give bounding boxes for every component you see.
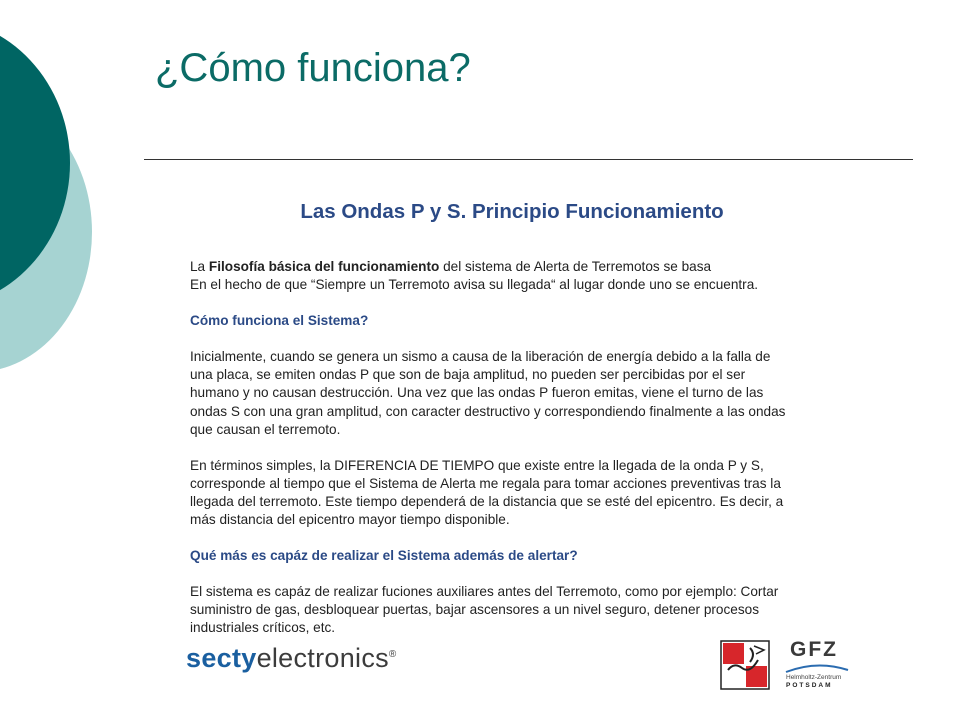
intro-line-2: En el hecho de que “Siempre un Terremoto avisa su llegada“ al lugar donde uno se encuentra. xyxy=(190,277,759,293)
paragraph-auxiliary xyxy=(190,583,850,637)
secty-logo-part: secty xyxy=(186,643,257,673)
paragraph-line: industriales críticos, etc. xyxy=(190,620,336,636)
document-body xyxy=(190,258,850,656)
paragraph-time-difference xyxy=(190,457,850,529)
electronics-logo-part: electronics xyxy=(256,643,389,673)
intro-bold: Filosofía básica del funcionamiento xyxy=(208,259,440,274)
paragraph-line: que causan el terremoto. xyxy=(190,421,341,437)
paragraph-line: más distancia del epicentro mayor tiempo disponible. xyxy=(190,512,510,528)
registered-mark: ® xyxy=(388,649,397,660)
gfz-emblem-icon xyxy=(720,640,770,690)
paragraph-line: suministro de gas, desbloquear puertas, bajar ascensores a un nivel seguro, detener procesos xyxy=(190,602,760,618)
gfz-city: POTSDAM xyxy=(786,682,833,689)
paragraph-line: humano y no causan destrucción. Una vez que las ondas P fueron emitas, viene el turno de las xyxy=(190,385,764,401)
intro-prefix: La xyxy=(190,259,209,274)
gfz-logo-text: GFZ xyxy=(790,638,838,661)
question-how-it-works: Cómo funciona el Sistema? xyxy=(190,313,369,329)
question-what-else: Qué más es capáz de realizar el Sistema además de alertar? xyxy=(190,548,578,564)
paragraph-waves xyxy=(190,348,850,438)
paragraph-line: corresponde al tiempo que el Sistema de Alerta me regala para tomar acciones preventivas tras la xyxy=(190,475,781,491)
paragraph-line: El sistema es capáz de realizar fuciones auxiliares antes del Terremoto, como por ejemplo: Cortar xyxy=(190,584,779,600)
gfz-subtitle: Helmholtz-Zentrum xyxy=(786,674,842,681)
paragraph-line: llegada del terremoto. Este tiempo dependerá de la distancia que se esté del epicentro. Es decir, a xyxy=(190,493,784,509)
paragraph-line: una placa, se emiten ondas P que son de baja amplitud, no pueden ser percibidas por el ser xyxy=(190,367,746,383)
paragraph-line: En términos simples, la DIFERENCIA DE TIEMPO que existe entre la llegada de la onda P y S, xyxy=(190,457,764,473)
intro-rest: del sistema de Alerta de Terremotos se basa xyxy=(439,259,712,274)
slide-title: ¿Cómo funciona? xyxy=(155,46,471,90)
paragraph-line: Inicialmente, cuando se genera un sismo a causa de la liberación de energía debido a la falla de xyxy=(190,349,771,365)
paragraph-line: ondas S con una gran amplitud, con caracter destructivo y correspondiendo finalmente a las ondas xyxy=(190,403,786,419)
document-heading: Las Ondas P y S. Principio Funcionamiento xyxy=(300,200,724,223)
intro-line-1 xyxy=(190,258,850,276)
secty-electronics-logo xyxy=(186,643,397,674)
intro-paragraph xyxy=(190,258,850,294)
title-divider xyxy=(144,159,913,160)
